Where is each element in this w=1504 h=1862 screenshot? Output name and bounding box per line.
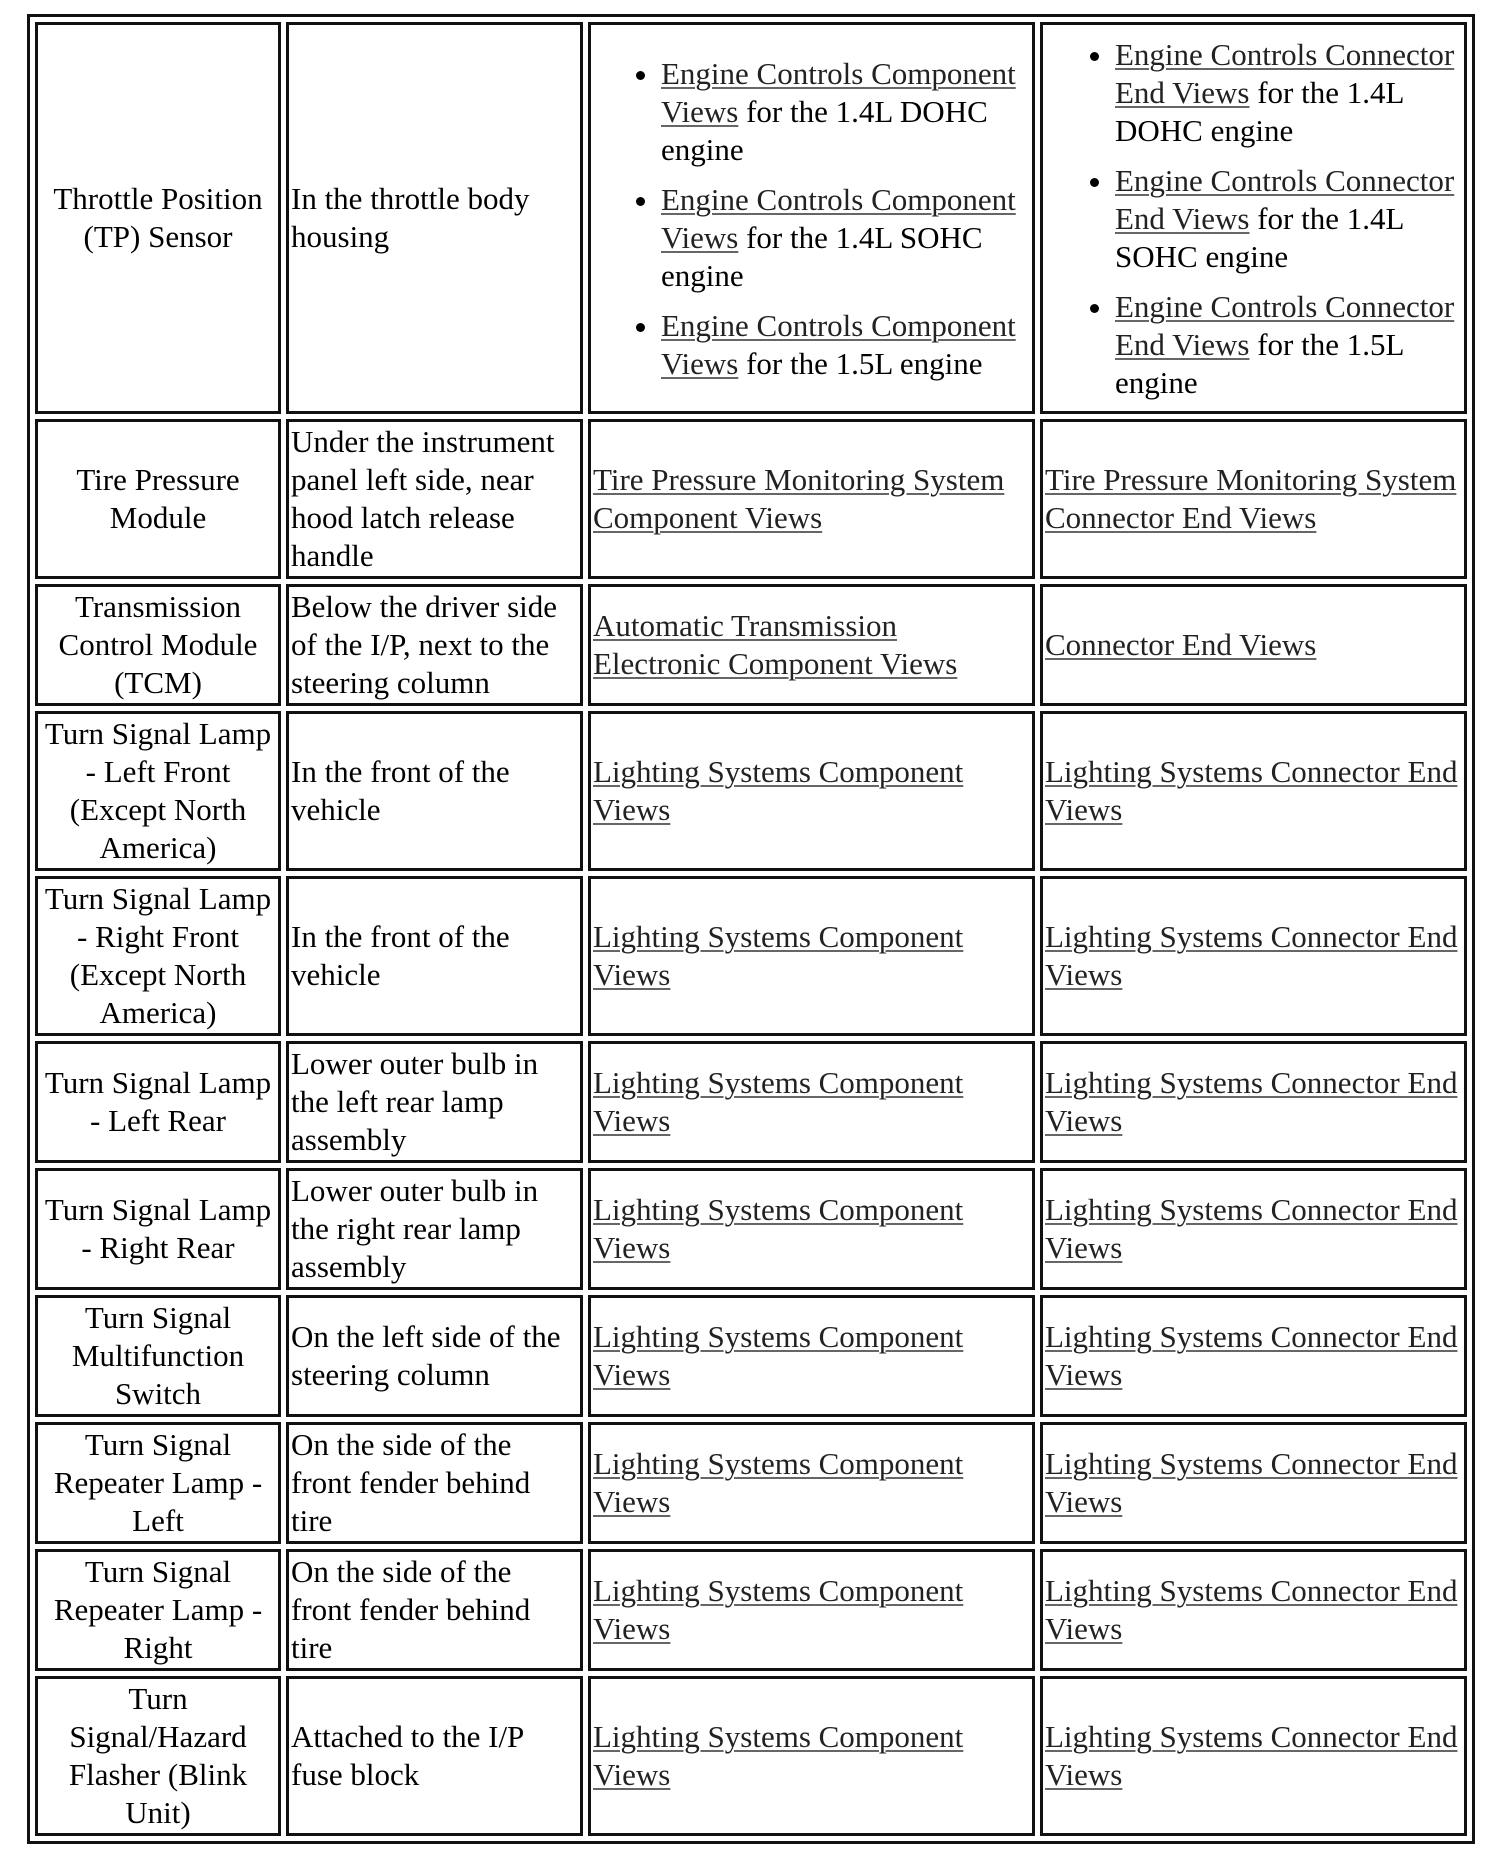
component-name: Turn Signal Multifunction Switch — [35, 1295, 281, 1417]
connector-views-cell — [1040, 1041, 1467, 1163]
component-views-link[interactable]: Lighting Systems Component Views — [593, 1573, 964, 1646]
component-views-link[interactable]: Lighting Systems Component Views — [593, 754, 964, 827]
component-views-cell — [588, 584, 1035, 706]
component-views-list — [593, 55, 1030, 383]
connector-views-cell — [1040, 22, 1467, 414]
component-locator-table-wrapper — [27, 14, 1475, 1844]
link-suffix: for the 1.4L DOHC engine — [661, 94, 988, 167]
list-item — [1115, 36, 1462, 150]
component-name: Turn Signal Lamp - Left Rear — [35, 1041, 281, 1163]
component-location: In the front of the vehicle — [286, 711, 583, 871]
component-location: Lower outer bulb in the left rear lamp assembly — [286, 1041, 583, 1163]
connector-views-cell — [1040, 1295, 1467, 1417]
table-row — [35, 22, 1467, 414]
list-item — [1115, 288, 1462, 402]
table-row — [35, 584, 1467, 706]
connector-views-cell — [1040, 1168, 1467, 1290]
connector-views-link[interactable]: Lighting Systems Connector End Views — [1045, 1446, 1458, 1519]
component-views-link[interactable]: Engine Controls Component Views — [661, 308, 1016, 381]
component-views-link[interactable]: Tire Pressure Monitoring System Component Views — [593, 462, 1005, 535]
connector-views-link[interactable]: Connector End Views — [1045, 627, 1317, 662]
list-item — [661, 55, 1030, 169]
connector-views-cell — [1040, 1676, 1467, 1836]
component-name: Turn Signal/Hazard Flasher (Blink Unit) — [35, 1676, 281, 1836]
connector-views-cell — [1040, 1549, 1467, 1671]
component-name: Turn Signal Repeater Lamp - Left — [35, 1422, 281, 1544]
table-row — [35, 1295, 1467, 1417]
component-views-cell — [588, 419, 1035, 579]
table-row — [35, 876, 1467, 1036]
component-name: Turn Signal Lamp - Right Rear — [35, 1168, 281, 1290]
component-locator-table — [27, 14, 1475, 1844]
component-location: Lower outer bulb in the right rear lamp assembly — [286, 1168, 583, 1290]
component-name: Tire Pressure Module — [35, 419, 281, 579]
connector-views-cell — [1040, 876, 1467, 1036]
component-views-link[interactable]: Lighting Systems Component Views — [593, 1319, 964, 1392]
connector-views-link[interactable]: Engine Controls Connector End Views — [1115, 37, 1455, 110]
connector-views-link[interactable]: Engine Controls Connector End Views — [1115, 289, 1455, 362]
connector-views-list — [1045, 36, 1462, 402]
component-views-link[interactable]: Lighting Systems Component Views — [593, 1192, 964, 1265]
list-item — [661, 181, 1030, 295]
connector-views-link[interactable]: Lighting Systems Connector End Views — [1045, 1719, 1458, 1792]
connector-views-link[interactable]: Lighting Systems Connector End Views — [1045, 1192, 1458, 1265]
table-row — [35, 1041, 1467, 1163]
connector-views-link[interactable]: Lighting Systems Connector End Views — [1045, 1573, 1458, 1646]
component-views-cell — [588, 1041, 1035, 1163]
component-views-link[interactable]: Lighting Systems Component Views — [593, 1446, 964, 1519]
component-name: Turn Signal Lamp - Left Front (Except North America) — [35, 711, 281, 871]
component-location: Under the instrument panel left side, near hood latch release handle — [286, 419, 583, 579]
component-views-link[interactable]: Lighting Systems Component Views — [593, 919, 964, 992]
table-row — [35, 1676, 1467, 1836]
component-location: On the side of the front fender behind tire — [286, 1422, 583, 1544]
table-row — [35, 1168, 1467, 1290]
table-row — [35, 711, 1467, 871]
component-views-cell — [588, 711, 1035, 871]
component-location: In the throttle body housing — [286, 22, 583, 414]
connector-views-link[interactable]: Lighting Systems Connector End Views — [1045, 1319, 1458, 1392]
component-location: On the side of the front fender behind tire — [286, 1549, 583, 1671]
component-views-link[interactable]: Automatic Transmission Electronic Component Views — [593, 608, 958, 681]
connector-views-link[interactable]: Lighting Systems Connector End Views — [1045, 919, 1458, 992]
component-name: Turn Signal Lamp - Right Front (Except North America) — [35, 876, 281, 1036]
component-views-cell — [588, 1676, 1035, 1836]
component-views-cell — [588, 1168, 1035, 1290]
component-views-cell — [588, 876, 1035, 1036]
component-views-cell — [588, 1549, 1035, 1671]
component-views-cell — [588, 22, 1035, 414]
component-location: Attached to the I/P fuse block — [286, 1676, 583, 1836]
connector-views-link[interactable]: Tire Pressure Monitoring System Connector End Views — [1045, 462, 1457, 535]
link-suffix: for the 1.4L SOHC engine — [1115, 201, 1404, 274]
component-name: Turn Signal Repeater Lamp - Right — [35, 1549, 281, 1671]
component-views-link[interactable]: Engine Controls Component Views — [661, 182, 1016, 255]
table-row — [35, 1549, 1467, 1671]
component-views-link[interactable]: Engine Controls Component Views — [661, 56, 1016, 129]
table-row — [35, 419, 1467, 579]
connector-views-cell — [1040, 419, 1467, 579]
component-location: On the left side of the steering column — [286, 1295, 583, 1417]
link-suffix: for the 1.4L SOHC engine — [661, 220, 983, 293]
component-name: Throttle Position (TP) Sensor — [35, 22, 281, 414]
component-name: Transmission Control Module (TCM) — [35, 584, 281, 706]
component-views-link[interactable]: Lighting Systems Component Views — [593, 1719, 964, 1792]
component-location: Below the driver side of the I/P, next to the steering column — [286, 584, 583, 706]
list-item — [1115, 162, 1462, 276]
link-suffix: for the 1.5L engine — [738, 346, 983, 381]
link-suffix: for the 1.4L DOHC engine — [1115, 75, 1404, 148]
component-views-cell — [588, 1295, 1035, 1417]
component-views-link[interactable]: Lighting Systems Component Views — [593, 1065, 964, 1138]
table-row — [35, 1422, 1467, 1544]
connector-views-cell — [1040, 1422, 1467, 1544]
link-suffix: for the 1.5L engine — [1115, 327, 1404, 400]
connector-views-link[interactable]: Lighting Systems Connector End Views — [1045, 1065, 1458, 1138]
connector-views-cell — [1040, 584, 1467, 706]
connector-views-link[interactable]: Engine Controls Connector End Views — [1115, 163, 1455, 236]
connector-views-link[interactable]: Lighting Systems Connector End Views — [1045, 754, 1458, 827]
connector-views-cell — [1040, 711, 1467, 871]
component-views-cell — [588, 1422, 1035, 1544]
component-location: In the front of the vehicle — [286, 876, 583, 1036]
list-item — [661, 307, 1030, 383]
